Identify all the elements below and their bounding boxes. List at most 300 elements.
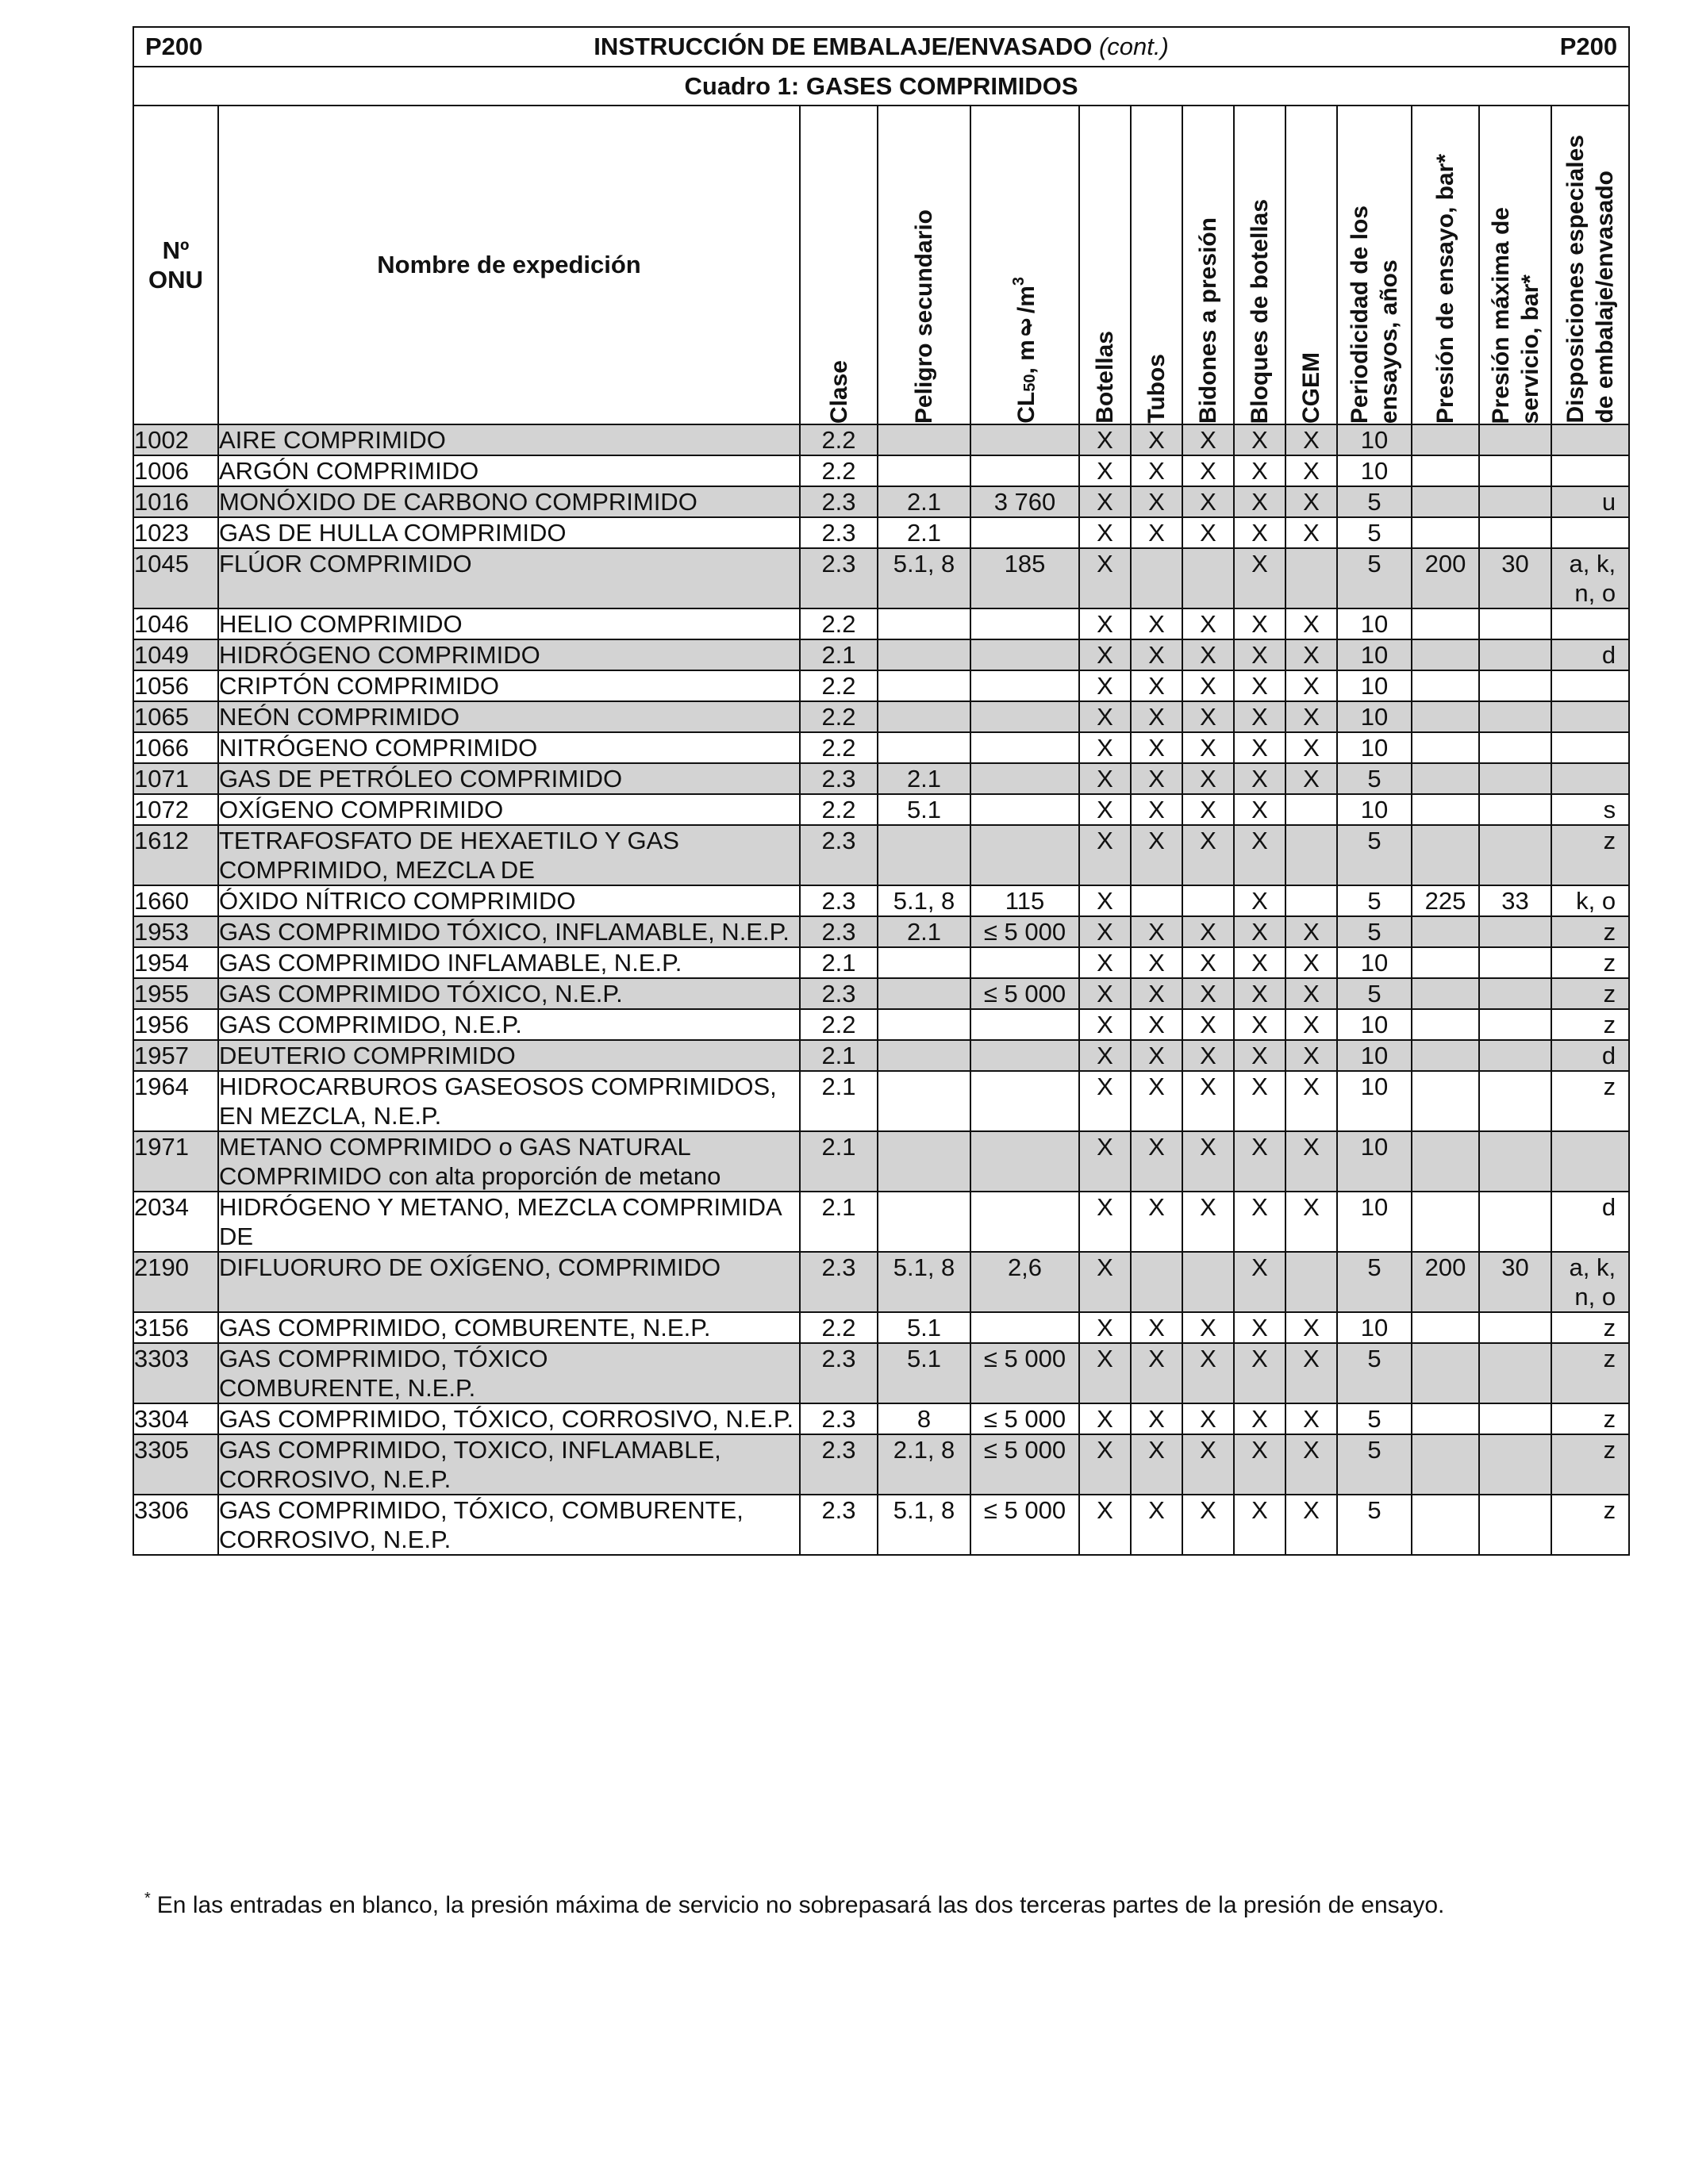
cell-onu: 1023 [133,517,218,548]
cell-disposiciones: z [1551,947,1629,978]
cell-onu: 3305 [133,1434,218,1495]
cell-periodicidad: 5 [1337,1343,1412,1403]
cell-presion-maxima [1479,701,1551,732]
cell-tubos: X [1131,639,1182,670]
cell-bidones: X [1182,1131,1234,1192]
cell-name: ÓXIDO NÍTRICO COMPRIMIDO [218,885,800,916]
footnote-marker: * [144,1890,151,1907]
cell-bloques: X [1234,763,1285,794]
table-row [133,517,1629,548]
cell-cgem: X [1285,1495,1337,1555]
cell-bloques: X [1234,1252,1285,1312]
cell-onu: 1612 [133,825,218,885]
cell-tubos: X [1131,1040,1182,1071]
cell-botellas: X [1079,1343,1131,1403]
cell-disposiciones: z [1551,825,1629,885]
col-header-periodicidad: Periodicidad de los ensayos, años [1337,106,1412,424]
cell-disposiciones: d [1551,1192,1629,1252]
cell-bloques: X [1234,455,1285,486]
table-row [133,424,1629,455]
cell-cgem: X [1285,517,1337,548]
cell-presion-ensayo [1412,639,1479,670]
cell-onu: 1071 [133,763,218,794]
cell-tubos: X [1131,1192,1182,1252]
cell-botellas: X [1079,1495,1131,1555]
cell-tubos: X [1131,825,1182,885]
cell-periodicidad: 5 [1337,978,1412,1009]
cell-clase: 2.3 [800,763,878,794]
cell-onu: 1046 [133,608,218,639]
cell-periodicidad: 10 [1337,732,1412,763]
cell-presion-ensayo [1412,1040,1479,1071]
cell-name: FLÚOR COMPRIMIDO [218,548,800,608]
cell-peligro [878,1131,970,1192]
cell-bloques: X [1234,1009,1285,1040]
cell-bloques: X [1234,1192,1285,1252]
cell-presion-maxima [1479,732,1551,763]
cell-cgem: X [1285,701,1337,732]
cell-cgem: X [1285,670,1337,701]
cell-bidones: X [1182,1434,1234,1495]
col-header-disposiciones: Disposiciones especiales de embalaje/envasado [1551,106,1629,424]
cell-bloques: X [1234,978,1285,1009]
cell-tubos: X [1131,1131,1182,1192]
cell-name: GAS COMPRIMIDO TÓXICO, N.E.P. [218,978,800,1009]
cell-cl50 [970,732,1079,763]
table-row [133,1312,1629,1343]
cell-bidones [1182,548,1234,608]
cell-tubos: X [1131,916,1182,947]
cell-botellas: X [1079,763,1131,794]
column-header-row [133,106,1629,424]
cell-onu: 3303 [133,1343,218,1403]
cell-peligro: 5.1, 8 [878,1495,970,1555]
cell-bidones: X [1182,1312,1234,1343]
cell-tubos: X [1131,1403,1182,1434]
table-row [133,763,1629,794]
col-header-tubos: Tubos [1131,106,1182,424]
cell-cl50: 115 [970,885,1079,916]
cell-periodicidad: 5 [1337,885,1412,916]
cell-onu: 1056 [133,670,218,701]
cell-clase: 2.1 [800,1192,878,1252]
cell-tubos: X [1131,517,1182,548]
cell-cgem: X [1285,1434,1337,1495]
cell-bidones: X [1182,1495,1234,1555]
cell-peligro [878,947,970,978]
cell-clase: 2.3 [800,1495,878,1555]
cell-presion-maxima [1479,1131,1551,1192]
cell-name: METANO COMPRIMIDO o GAS NATURAL COMPRIMIDO con alta proporción de metano [218,1131,800,1192]
cell-bidones [1182,885,1234,916]
cell-bidones: X [1182,517,1234,548]
cell-name: HIDRÓGENO Y METANO, MEZCLA COMPRIMIDA DE [218,1192,800,1252]
cell-cl50 [970,1040,1079,1071]
cell-botellas: X [1079,701,1131,732]
cell-clase: 2.2 [800,1009,878,1040]
cell-cl50: ≤ 5 000 [970,916,1079,947]
cell-cl50 [970,1312,1079,1343]
cell-bloques: X [1234,548,1285,608]
instruction-code-left: P200 [145,33,203,60]
cell-disposiciones [1551,517,1629,548]
cell-cgem: X [1285,424,1337,455]
cell-presion-maxima [1479,670,1551,701]
cell-cgem: X [1285,916,1337,947]
table-row [133,1343,1629,1403]
cell-clase: 2.3 [800,885,878,916]
cell-botellas: X [1079,947,1131,978]
cell-cl50 [970,608,1079,639]
page-title-suffix: (cont.) [1098,33,1169,60]
cell-bloques: X [1234,670,1285,701]
cell-disposiciones: z [1551,1071,1629,1131]
cell-disposiciones: z [1551,1495,1629,1555]
cell-presion-ensayo [1412,1192,1479,1252]
cell-onu: 1954 [133,947,218,978]
cell-peligro: 5.1, 8 [878,548,970,608]
cell-botellas: X [1079,1040,1131,1071]
cell-peligro: 2.1 [878,517,970,548]
cell-presion-ensayo [1412,825,1479,885]
cell-botellas: X [1079,1312,1131,1343]
cell-presion-maxima [1479,1495,1551,1555]
col-header-bidones: Bidones a presión [1182,106,1234,424]
cell-presion-maxima [1479,825,1551,885]
cell-tubos [1131,1252,1182,1312]
cell-clase: 2.2 [800,424,878,455]
cell-cgem: X [1285,1192,1337,1252]
cell-peligro [878,1071,970,1131]
cell-bloques: X [1234,1495,1285,1555]
cell-presion-ensayo [1412,1495,1479,1555]
table-row [133,1131,1629,1192]
cell-disposiciones: z [1551,1343,1629,1403]
cell-onu: 3156 [133,1312,218,1343]
cell-periodicidad: 5 [1337,548,1412,608]
cell-disposiciones: a, k, n, o [1551,1252,1629,1312]
cell-presion-ensayo [1412,1009,1479,1040]
cell-botellas: X [1079,1009,1131,1040]
cell-onu: 1957 [133,1040,218,1071]
table-subtitle: Cuadro 1: GASES COMPRIMIDOS [133,67,1629,106]
cell-cgem [1285,794,1337,825]
cell-bidones: X [1182,639,1234,670]
cell-onu: 1045 [133,548,218,608]
cell-bidones: X [1182,916,1234,947]
cell-onu: 1066 [133,732,218,763]
cell-onu: 1955 [133,978,218,1009]
instruction-code-right: P200 [1559,33,1618,60]
cell-bloques: X [1234,1071,1285,1131]
cell-cl50 [970,763,1079,794]
cell-presion-ensayo [1412,608,1479,639]
cell-cgem: X [1285,639,1337,670]
cell-bidones: X [1182,608,1234,639]
cell-name: GAS COMPRIMIDO, TOXICO, INFLAMABLE, CORROSIVO, N.E.P. [218,1434,800,1495]
cell-onu: 1049 [133,639,218,670]
cell-botellas: X [1079,794,1131,825]
cell-presion-maxima [1479,1040,1551,1071]
cell-botellas: X [1079,1192,1131,1252]
cell-clase: 2.1 [800,1071,878,1131]
packing-instruction-table [133,26,1630,1556]
cell-presion-maxima: 30 [1479,548,1551,608]
cell-presion-ensayo [1412,701,1479,732]
title-bar [134,33,1628,61]
table-row [133,825,1629,885]
cell-presion-ensayo: 200 [1412,548,1479,608]
cell-disposiciones [1551,1131,1629,1192]
table-row [133,1252,1629,1312]
cell-periodicidad: 10 [1337,1131,1412,1192]
cell-presion-maxima [1479,1343,1551,1403]
cell-peligro: 8 [878,1403,970,1434]
cell-bloques: X [1234,1312,1285,1343]
table-row [133,1040,1629,1071]
cell-tubos [1131,885,1182,916]
cell-bidones: X [1182,701,1234,732]
cell-tubos: X [1131,424,1182,455]
cell-cgem: X [1285,732,1337,763]
cell-bloques: X [1234,1434,1285,1495]
cell-disposiciones: d [1551,1040,1629,1071]
cell-cl50 [970,794,1079,825]
cell-peligro: 2.1 [878,486,970,517]
cell-clase: 2.2 [800,608,878,639]
cell-presion-maxima [1479,517,1551,548]
cell-disposiciones: z [1551,978,1629,1009]
cell-presion-maxima [1479,1192,1551,1252]
cell-tubos: X [1131,701,1182,732]
cell-cgem [1285,825,1337,885]
cell-onu: 1002 [133,424,218,455]
cell-tubos: X [1131,947,1182,978]
cell-onu: 1016 [133,486,218,517]
cell-tubos: X [1131,1071,1182,1131]
cell-cgem [1285,885,1337,916]
cell-cgem: X [1285,763,1337,794]
cell-bidones: X [1182,486,1234,517]
cell-peligro [878,670,970,701]
cell-botellas: X [1079,1071,1131,1131]
cell-peligro [878,608,970,639]
cell-presion-ensayo [1412,424,1479,455]
cell-clase: 2.3 [800,548,878,608]
cell-cl50: ≤ 5 000 [970,1434,1079,1495]
cell-presion-ensayo [1412,517,1479,548]
cell-cl50: ≤ 5 000 [970,1403,1079,1434]
cell-botellas: X [1079,548,1131,608]
cell-presion-ensayo [1412,1434,1479,1495]
cell-bidones: X [1182,1071,1234,1131]
cell-disposiciones [1551,424,1629,455]
cell-name: GAS COMPRIMIDO, TÓXICO, COMBURENTE, CORROSIVO, N.E.P. [218,1495,800,1555]
cell-periodicidad: 10 [1337,455,1412,486]
cell-presion-maxima [1479,947,1551,978]
cell-name: GAS DE PETRÓLEO COMPRIMIDO [218,763,800,794]
cell-bidones: X [1182,424,1234,455]
cell-presion-maxima [1479,1312,1551,1343]
cell-clase: 2.2 [800,670,878,701]
cell-peligro [878,732,970,763]
cell-bidones: X [1182,978,1234,1009]
cell-peligro [878,639,970,670]
cell-cl50 [970,517,1079,548]
cell-cl50 [970,1192,1079,1252]
cell-disposiciones: z [1551,1403,1629,1434]
cell-botellas: X [1079,639,1131,670]
cell-periodicidad: 10 [1337,947,1412,978]
cell-disposiciones: a, k, n, o [1551,548,1629,608]
cell-cgem: X [1285,1403,1337,1434]
cell-bloques: X [1234,732,1285,763]
cell-tubos: X [1131,455,1182,486]
cell-periodicidad: 10 [1337,1192,1412,1252]
cell-cgem: X [1285,1343,1337,1403]
cell-onu: 3304 [133,1403,218,1434]
cell-peligro: 2.1, 8 [878,1434,970,1495]
cell-name: GAS DE HULLA COMPRIMIDO [218,517,800,548]
cell-tubos: X [1131,670,1182,701]
cell-name: GAS COMPRIMIDO, N.E.P. [218,1009,800,1040]
cell-cl50: 185 [970,548,1079,608]
cell-bidones: X [1182,670,1234,701]
cell-botellas: X [1079,1252,1131,1312]
cell-presion-ensayo [1412,1403,1479,1434]
cell-peligro [878,424,970,455]
cell-clase: 2.1 [800,947,878,978]
cell-tubos: X [1131,608,1182,639]
cell-presion-maxima [1479,1403,1551,1434]
cell-bloques: X [1234,517,1285,548]
cell-onu: 1964 [133,1071,218,1131]
cell-presion-maxima [1479,608,1551,639]
cell-cl50: ≤ 5 000 [970,1343,1079,1403]
cell-presion-maxima [1479,455,1551,486]
page-title-text: INSTRUCCIÓN DE EMBALAJE/ENVASADO [594,33,1093,60]
cell-bidones [1182,1252,1234,1312]
cell-presion-ensayo [1412,794,1479,825]
col-header-presion-ensayo: Presión de ensayo, bar* [1412,106,1479,424]
cell-disposiciones: z [1551,1312,1629,1343]
cell-peligro: 5.1 [878,1343,970,1403]
cell-tubos: X [1131,732,1182,763]
cell-name: MONÓXIDO DE CARBONO COMPRIMIDO [218,486,800,517]
cell-bidones: X [1182,763,1234,794]
cell-bidones: X [1182,1192,1234,1252]
col-header-onu: Nº ONU [133,106,218,424]
cell-periodicidad: 10 [1337,424,1412,455]
cell-name: GAS COMPRIMIDO, COMBURENTE, N.E.P. [218,1312,800,1343]
cell-onu: 1971 [133,1131,218,1192]
cell-bidones: X [1182,1343,1234,1403]
cell-clase: 2.1 [800,1040,878,1071]
cell-botellas: X [1079,978,1131,1009]
cell-cgem: X [1285,947,1337,978]
cell-peligro [878,825,970,885]
cell-presion-maxima [1479,639,1551,670]
cell-cl50 [970,947,1079,978]
cell-cgem [1285,548,1337,608]
cell-botellas: X [1079,517,1131,548]
cell-peligro [878,1040,970,1071]
table-row [133,885,1629,916]
cell-botellas: X [1079,670,1131,701]
cell-disposiciones: z [1551,1434,1629,1495]
cell-disposiciones [1551,732,1629,763]
cell-botellas: X [1079,1131,1131,1192]
cell-onu: 1953 [133,916,218,947]
cell-name: CRIPTÓN COMPRIMIDO [218,670,800,701]
col-header-bloques: Bloques de botellas [1234,106,1285,424]
cell-bloques: X [1234,424,1285,455]
cell-botellas: X [1079,486,1131,517]
cell-periodicidad: 10 [1337,794,1412,825]
cell-name: NITRÓGENO COMPRIMIDO [218,732,800,763]
cell-presion-ensayo [1412,1131,1479,1192]
cell-botellas: X [1079,885,1131,916]
cell-clase: 2.3 [800,1434,878,1495]
table-row [133,947,1629,978]
cell-cl50 [970,670,1079,701]
cell-name: DIFLUORURO DE OXÍGENO, COMPRIMIDO [218,1252,800,1312]
cell-cgem: X [1285,1312,1337,1343]
cell-disposiciones: u [1551,486,1629,517]
cell-onu: 1956 [133,1009,218,1040]
cell-name: NEÓN COMPRIMIDO [218,701,800,732]
cell-cl50 [970,701,1079,732]
cell-clase: 2.3 [800,916,878,947]
cell-periodicidad: 10 [1337,1312,1412,1343]
cell-bloques: X [1234,794,1285,825]
cell-botellas: X [1079,455,1131,486]
cell-bidones: X [1182,825,1234,885]
cell-clase: 2.2 [800,455,878,486]
cell-botellas: X [1079,608,1131,639]
cell-cgem: X [1285,978,1337,1009]
cell-clase: 2.3 [800,486,878,517]
col-header-botellas: Botellas [1079,106,1131,424]
cell-onu: 2034 [133,1192,218,1252]
cell-onu: 1660 [133,885,218,916]
cell-peligro: 5.1 [878,794,970,825]
table-row [133,1403,1629,1434]
cell-clase: 2.3 [800,1403,878,1434]
cell-tubos: X [1131,1434,1182,1495]
cell-bloques: X [1234,486,1285,517]
cell-disposiciones: d [1551,639,1629,670]
cell-disposiciones [1551,608,1629,639]
cell-bloques: X [1234,885,1285,916]
cell-periodicidad: 10 [1337,1009,1412,1040]
cell-name: GAS COMPRIMIDO, TÓXICO, CORROSIVO, N.E.P. [218,1403,800,1434]
cell-periodicidad: 10 [1337,608,1412,639]
cell-clase: 2.3 [800,1343,878,1403]
col-header-peligro: Peligro secundario [878,106,970,424]
cell-bidones: X [1182,1040,1234,1071]
cell-presion-maxima [1479,1434,1551,1495]
cell-periodicidad: 10 [1337,670,1412,701]
cell-bidones: X [1182,947,1234,978]
cell-clase: 2.3 [800,517,878,548]
cell-clase: 2.3 [800,978,878,1009]
cell-bidones: X [1182,794,1234,825]
cell-cgem: X [1285,1131,1337,1192]
cell-bloques: X [1234,701,1285,732]
table-row [133,608,1629,639]
cell-bloques: X [1234,1343,1285,1403]
